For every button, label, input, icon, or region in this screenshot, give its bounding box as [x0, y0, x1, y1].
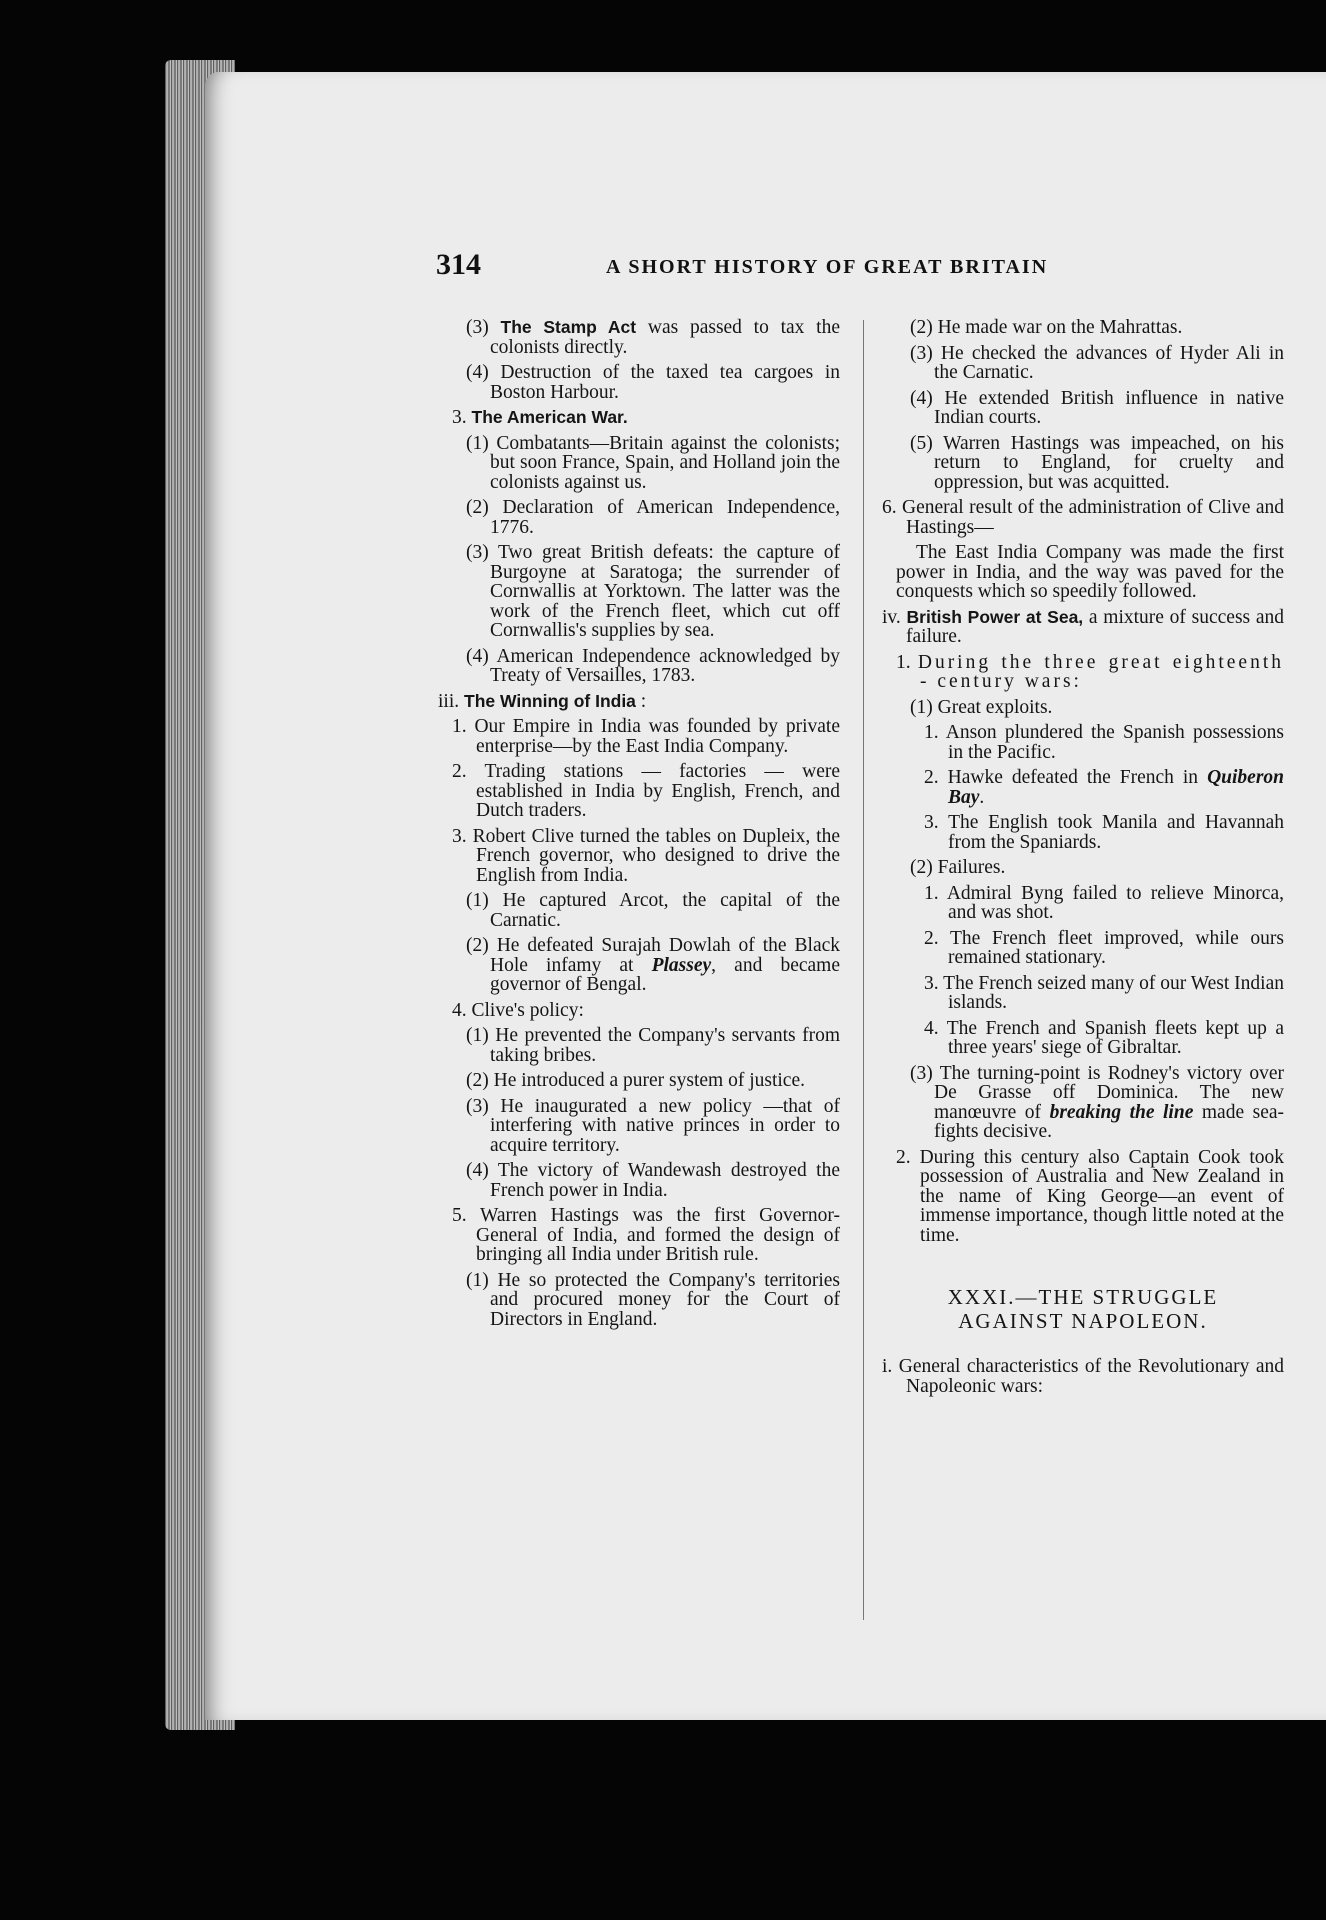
bold-heading: The Winning of India	[464, 690, 636, 711]
paragraph-text: The French seized many of our West Indian islands.	[943, 972, 1284, 1013]
paragraph-british-defeats	[466, 543, 840, 641]
paragraph-text: During this century also Captain Cook took possession of Australia and New Zealand in the name of King George—an event of immense importance, though little noted at the time.	[919, 1146, 1284, 1246]
item-number: 2.	[924, 927, 939, 949]
paragraph-general-characteristics	[882, 1357, 1284, 1396]
paragraph-text: Hawke defeated the French in	[947, 767, 1199, 788]
item-number: iii.	[438, 690, 460, 712]
paragraph-anson	[924, 723, 1284, 762]
item-number: (2)	[466, 1070, 489, 1091]
item-number: 1.	[924, 882, 939, 904]
paragraph-french-fleet	[924, 929, 1284, 968]
bold-heading: British Power at Sea,	[906, 606, 1084, 627]
paragraph-text: He prevented the Company's servants from taking bribes.	[490, 1025, 841, 1066]
item-number: (1)	[466, 1269, 489, 1291]
paragraph-text: , and became governor of Bengal.	[490, 954, 840, 995]
paragraph-robert-clive	[452, 827, 840, 886]
paragraph-text: Great exploits.	[937, 696, 1053, 718]
italic-place: Plassey	[651, 954, 712, 976]
paragraph-clive-policy	[452, 1001, 840, 1021]
bold-heading: The American War.	[471, 407, 628, 427]
paragraph-warren-hastings	[452, 1206, 840, 1265]
item-number: (4)	[466, 362, 489, 383]
item-number: iv.	[882, 606, 901, 628]
paragraph-text: Trading stations — factories — were established in India by English, French, and Dutch traders.	[476, 761, 840, 821]
paragraph-text: General result of the administration of Clive and Hastings—	[902, 497, 1284, 538]
item-number: 3.	[924, 972, 939, 994]
paragraph-text: The French and Spanish fleets kept up a three years' siege of Gibraltar.	[946, 1017, 1284, 1058]
item-number: 2.	[924, 767, 939, 788]
paragraph-text: The English took Manila and Havannah from the Spaniards.	[948, 812, 1284, 853]
paragraph-bribes	[466, 1026, 840, 1065]
page-header	[436, 248, 1116, 288]
paragraph-text: He made war on the Mahrattas.	[937, 317, 1183, 338]
paragraph-text: He extended British influence in native Indian courts.	[934, 387, 1285, 428]
paragraph-text: Robert Clive turned the tables on Dupleix, the French governor, who designed to drive the English from India.	[472, 825, 841, 886]
item-number: 4.	[452, 999, 467, 1021]
paragraph-tea-cargoes	[466, 363, 840, 402]
paragraph-text: The French fleet improved, while ours remained stationary.	[948, 927, 1284, 968]
paragraph-text: was passed to tax the colonists directly.	[490, 317, 840, 358]
item-number: (2)	[466, 935, 489, 956]
item-number: 2.	[896, 1146, 911, 1168]
item-number: (1)	[466, 890, 489, 911]
paragraph-hawke	[924, 768, 1284, 807]
paragraph-captain-cook	[896, 1148, 1284, 1246]
paragraph-gibraltar	[924, 1019, 1284, 1058]
right-column	[882, 318, 1284, 1402]
paragraph-mahrattas	[910, 318, 1284, 338]
paragraph-great-exploits	[910, 698, 1284, 718]
paragraph-text: a mixture of success and failure.	[906, 606, 1285, 647]
heading-colon: :	[640, 690, 647, 712]
item-number: (4)	[466, 1160, 489, 1181]
page-number: 314	[436, 248, 481, 281]
paragraph-west-indian	[924, 974, 1284, 1013]
paragraph-three-wars	[896, 653, 1284, 692]
left-column	[438, 318, 840, 1335]
running-title: A SHORT HISTORY OF GREAT BRITAIN	[606, 256, 1049, 278]
item-number: (3)	[466, 542, 489, 563]
paragraph-general-result	[882, 498, 1284, 537]
section-title-line-2: AGAINST NAPOLEON.	[958, 1309, 1208, 1333]
item-number: (2)	[466, 497, 489, 518]
paragraph-text: Combatants—Britain against the colonists; but soon France, Spain, and Holland join the colonists against us.	[490, 432, 840, 493]
item-number: 3.	[452, 407, 467, 428]
item-number: 4.	[924, 1017, 939, 1039]
paragraph-text: .	[979, 786, 985, 808]
paragraph-text: Our Empire in India was founded by private enterprise—by the East India Company.	[474, 716, 841, 757]
item-number: (3)	[466, 317, 489, 338]
item-number: 1.	[924, 722, 939, 743]
paragraph-text: The victory of Wandewash destroyed the French power in India.	[490, 1160, 840, 1201]
paragraph-text: American Independence acknowledged by Treaty of Versailles, 1783.	[490, 645, 840, 686]
paragraph-manila	[924, 813, 1284, 852]
item-number: 6.	[882, 497, 897, 518]
paragraph-plassey	[466, 936, 840, 995]
item-number: (5)	[910, 432, 933, 454]
paragraph-text: Warren Hastings was the first Governor-General of India, and formed the design of bringing all India under British rule.	[476, 1205, 841, 1265]
item-number: 3.	[924, 812, 939, 833]
item-number: (3)	[910, 1062, 933, 1084]
item-number: (1)	[466, 432, 489, 454]
item-number: 2.	[452, 761, 467, 782]
paragraph-text: He inaugurated a new policy —that of interfering with native princes in order to acquire territory.	[490, 1095, 840, 1156]
section-title	[882, 1285, 1284, 1333]
item-number: (1)	[910, 696, 933, 718]
item-number: 3.	[452, 825, 467, 847]
item-number: (1)	[466, 1025, 489, 1046]
heading-power-at-sea	[882, 608, 1284, 647]
heading-american-war	[452, 408, 840, 428]
paragraph-text: He so protected the Company's territories and procured money for the Court of Directors in England.	[490, 1269, 840, 1330]
paragraph-text: He captured Arcot, the capital of the Carnatic.	[490, 890, 840, 931]
paragraph-text: Anson plundered the Spanish possessions in the Pacific.	[945, 722, 1284, 763]
item-number: (3)	[466, 1095, 489, 1117]
paragraph-text: Clive's policy:	[471, 999, 584, 1021]
item-number: (2)	[910, 857, 933, 878]
paragraph-trading-stations	[452, 762, 840, 821]
paragraph-hyder-ali	[910, 344, 1284, 383]
paragraph-failures	[910, 858, 1284, 878]
paragraph-new-policy	[466, 1097, 840, 1156]
paragraph-empire-founded	[452, 717, 840, 756]
paragraph-text: Admiral Byng failed to relieve Minorca, and was shot.	[946, 882, 1284, 923]
paragraph-text: General characteristics of the Revolutionary and Napoleonic wars:	[898, 1356, 1284, 1397]
bold-term: The Stamp Act	[500, 317, 637, 337]
paragraph-impeached	[910, 434, 1284, 493]
paragraph-arcot	[466, 891, 840, 930]
paragraph-text: Warren Hastings was impeached, on his return to England, for cruelty and oppression, but was acquitted.	[934, 432, 1284, 493]
paragraph-combatants	[466, 434, 840, 493]
paragraph-general-result-body: The East India Company was made the first power in India, and the way was paved for the conquests which so speedily followed.	[896, 542, 1284, 602]
section-title-line-1: XXXI.—THE STRUGGLE	[947, 1285, 1219, 1309]
item-number: 1.	[452, 716, 467, 737]
heading-winning-of-india	[438, 692, 840, 712]
paragraph-text: made sea-fights decisive.	[934, 1101, 1285, 1142]
paragraph-justice	[466, 1071, 840, 1091]
item-number: (4)	[466, 645, 489, 667]
paragraph-text: He introduced a purer system of justice.	[493, 1070, 805, 1091]
item-number: (2)	[910, 317, 933, 338]
italic-term: breaking the line	[1049, 1101, 1194, 1123]
paragraph-text: During the three great eighteenth - century wars:	[917, 651, 1284, 692]
item-number: 5.	[452, 1205, 467, 1226]
paragraph-declaration	[466, 498, 840, 537]
item-number: (4)	[910, 387, 933, 409]
paragraph-british-influence	[910, 389, 1284, 428]
paragraph-turning-point	[910, 1064, 1284, 1142]
item-number: 1.	[896, 651, 911, 673]
paragraph-company-territories	[466, 1271, 840, 1330]
paragraph-text: Destruction of the taxed tea cargoes in Boston Harbour.	[490, 362, 840, 403]
paragraph-independence	[466, 647, 840, 686]
paragraph-text: Failures.	[937, 857, 1006, 878]
paragraph-text: Two great British defeats: the capture of Burgoyne at Saratoga; the surrender of Cornwallis at Yorktown. The latter was the work of the French fleet, which cut off Cornwallis's supplies by sea.	[490, 542, 840, 641]
item-number: (3)	[910, 342, 933, 364]
paragraph-text: He checked the advances of Hyder Ali in the Carnatic.	[934, 342, 1284, 383]
paragraph-text: The turning-point is Rodney's victory over De Grasse off Dominica. The new manœuvre of	[934, 1062, 1284, 1123]
paragraph-wandewash	[466, 1161, 840, 1200]
paragraph-byng	[924, 884, 1284, 923]
paragraph-text: Declaration of American Independence, 1776.	[490, 497, 841, 538]
paragraph-text: He defeated Surajah Dowlah of the Black Hole infamy at	[490, 935, 841, 976]
column-divider	[863, 320, 864, 1620]
paragraph-stamp-act	[466, 318, 840, 357]
item-number: i.	[882, 1356, 893, 1377]
italic-place: Quiberon Bay	[948, 767, 1285, 808]
